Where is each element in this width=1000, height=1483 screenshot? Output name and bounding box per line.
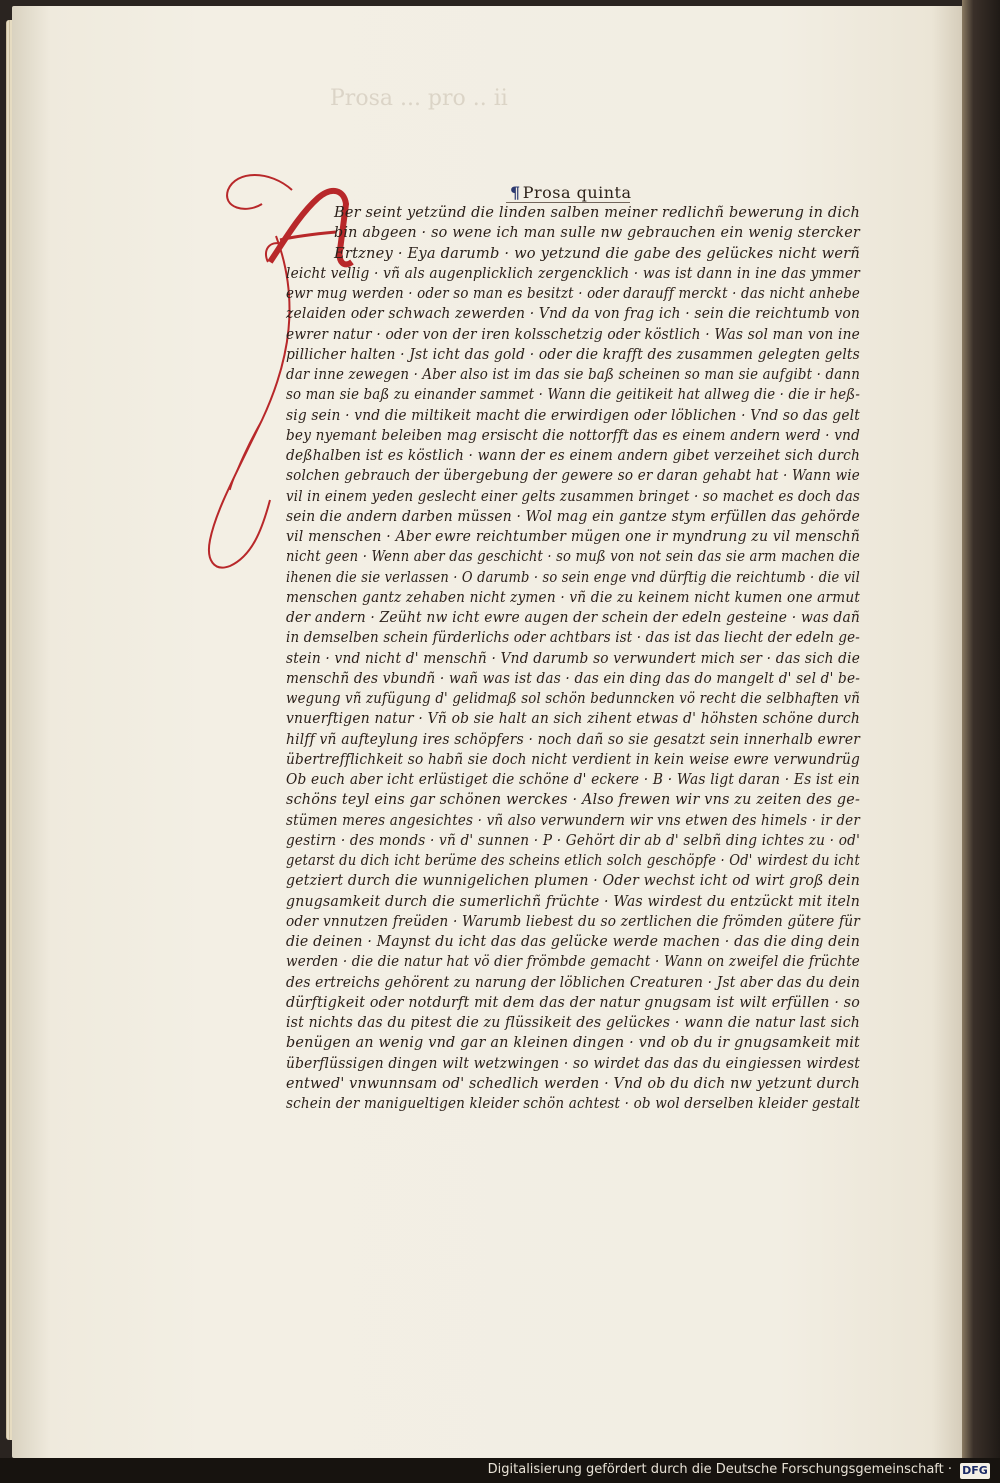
text-line: stein · vnd nicht d' menschñ · Vnd darumb so verwundert mich ser · das sich die [286, 649, 861, 667]
text-line: pillicher halten · Jst icht das gold · oder die krafft des zusammen gelegten gelts [286, 345, 860, 363]
text-line: überflüssigen dingen wilt wetzwingen · so wirdet das das du eingiessen wirdest [286, 1054, 861, 1072]
pilcrow-icon: ¶ [510, 183, 521, 202]
text-line: hilff vñ aufteylung ires schöpfers · noch dañ so sie gesatzt sein innerhalb ewrer [286, 730, 860, 748]
text-line: die deinen · Maynst du icht das das gelücke werde machen · das die ding dein [286, 933, 860, 950]
text-line: Ber seint yetzünd die linden salben meiner redlichñ bewerung in dich [334, 204, 860, 221]
text-line: leicht vellig · vñ als augenplicklich zergencklich · was ist dann in ine das ymmer [286, 264, 860, 282]
text-line: ist nichts das du pitest die zu flüssikeit des gelückes · wann die natur last sich [286, 1014, 860, 1031]
text-line: sein die andern darben müssen · Wol mag ein gantze stym erfüllen das gehörde [286, 507, 861, 525]
text-line: stümen meres angesichtes · vñ also verwundern wir vns etwen des himels · ir der [286, 811, 861, 829]
text-line: ewrer natur · oder von der iren kolsschetzig oder köstlich · Was sol man von ine [286, 325, 860, 343]
text-line: bin abgeen · so wene ich man sulle nw gebrauchen ein wenig stercker [334, 224, 861, 242]
text-line: schein der manigueltigen kleider schön achtest · ob wol derselben kleider gestalt [286, 1095, 861, 1112]
text-line: so man sie baß zu einander sammet · Wann die geitikeit hat allweg die · die ir heß- [286, 386, 860, 404]
text-line: gestirn · des monds · vñ d' sunnen · P · Gehört dir ab d' selbñ ding ichtes zu · od' [286, 831, 861, 849]
text-line: dar inne zewegen · Aber also ist im das sie baß scheinen so man sie aufgibt · dann [286, 366, 861, 383]
text-line: zelaiden oder schwach zewerden · Vnd da von frag ich · sein die reichtumb von [286, 305, 861, 323]
text-line: menschñ des vbundñ · wañ was ist das · das ein ding das do mangelt d' sel d' be- [286, 669, 861, 687]
text-line: vnuerftigen natur · Vñ ob sie halt an sich zihent etwas d' höhsten schöne durch [286, 710, 860, 728]
dfg-logo: DFG [960, 1463, 990, 1479]
text-line: des ertreichs gehörent zu narung der löblichen Creaturen · Jst aber das du dein [286, 973, 861, 991]
text-line: deßhalben ist es köstlich · wann der es einem andern gibet verzeihet sich durch [286, 447, 861, 464]
text-line: getziert durch die wunnigelichen plumen · Oder wechst icht od wirt groß dein [286, 872, 861, 890]
text-line: übertrefflichkeit so habñ sie doch nicht verdient in kein weise ewre verwundrüg [286, 750, 861, 768]
text-line: oder vnnutzen freüden · Warumb liebest du so zertlichen die frömden gütere für [286, 912, 860, 930]
text-line: ihenen die sie verlassen · O darumb · so sein enge vnd dürftig die reichtumb · die vil [286, 568, 861, 586]
text-line: dürftigkeit oder notdurft mit dem das der natur gnugsam ist wilt erfüllen · so [286, 993, 861, 1011]
section-heading-text: Prosa quinta [522, 183, 632, 202]
text-line: wegung vñ zufügung d' gelidmaß sol schön bedunncken vö recht die selbhaften vñ [286, 690, 860, 707]
text-line: vil in einem yeden geslecht einer gelts zusammen bringet · so machet es doch das [286, 487, 860, 505]
text-line: benügen an wenig vnd gar an kleinen dingen · vnd ob du ir gnugsamkeit mit [286, 1034, 861, 1052]
text-line: nicht geen · Wenn aber das geschicht · so muß von not sein das sie arm machen die [286, 548, 860, 566]
text-line: werden · die die natur hat vö dier frömbde gemacht · Wann on zweifel die früchte [286, 953, 860, 971]
text-line: Ertzney · Eya darumb · wo yetzund die gabe des gelückes nicht werñ [334, 244, 860, 262]
text-line: bey nyemant beleiben mag ersischt die nottorfft das es einem andern werd · vnd [286, 426, 861, 444]
text-line: gnugsamkeit durch die sumerlichñ früchte · Was wirdest du entzückt mit iteln [286, 892, 860, 910]
text-line: menschen gantz zehaben nicht zymen · vñ die zu keinem nicht kumen one armut [286, 588, 861, 606]
text-line: schöns teyl eins gar schönen werckes · Also frewen wir vns zu zeiten des ge- [286, 791, 860, 809]
text-line: solchen gebrauch der übergebung der gewere so er daran gehabt hat · Wann wie [286, 467, 860, 485]
text-line: der andern · Zeüht nw icht ewre augen der schein der edeln gesteine · was dañ [286, 609, 861, 626]
ghost-header-text: Prosa ... pro .. ii [330, 86, 508, 111]
text-line: in demselben schein fürderlichs oder achtbars ist · das ist das liecht der edeln ge- [286, 629, 860, 647]
text-line: ewr mug werden · oder so man es besitzt · oder darauff merckt · das nicht anhebe [286, 285, 861, 302]
text-line: sig sein · vnd die miltikeit macht die erwirdigen oder löblichen · Vnd so das gelt [286, 406, 860, 424]
text-line: entwed' vnwunnsam od' schedlich werden · Vnd ob du dich nw yetzunt durch [286, 1074, 860, 1092]
text-line: vil menschen · Aber ewre reichtumber mügen one ir myndrung zu vil menschñ [286, 528, 861, 545]
text-line: getarst du dich icht berüme des scheins etlich solch geschöpfe · Od' wirdest du icht [286, 852, 861, 869]
text-line: Ob euch aber icht erlüstiget die schöne d' eckere · B · Was ligt daran · Es ist ein [286, 771, 860, 788]
footer-credit: Digitalisierung gefördert durch die Deutsche Forschungsgemeinschaft · [487, 1462, 952, 1477]
